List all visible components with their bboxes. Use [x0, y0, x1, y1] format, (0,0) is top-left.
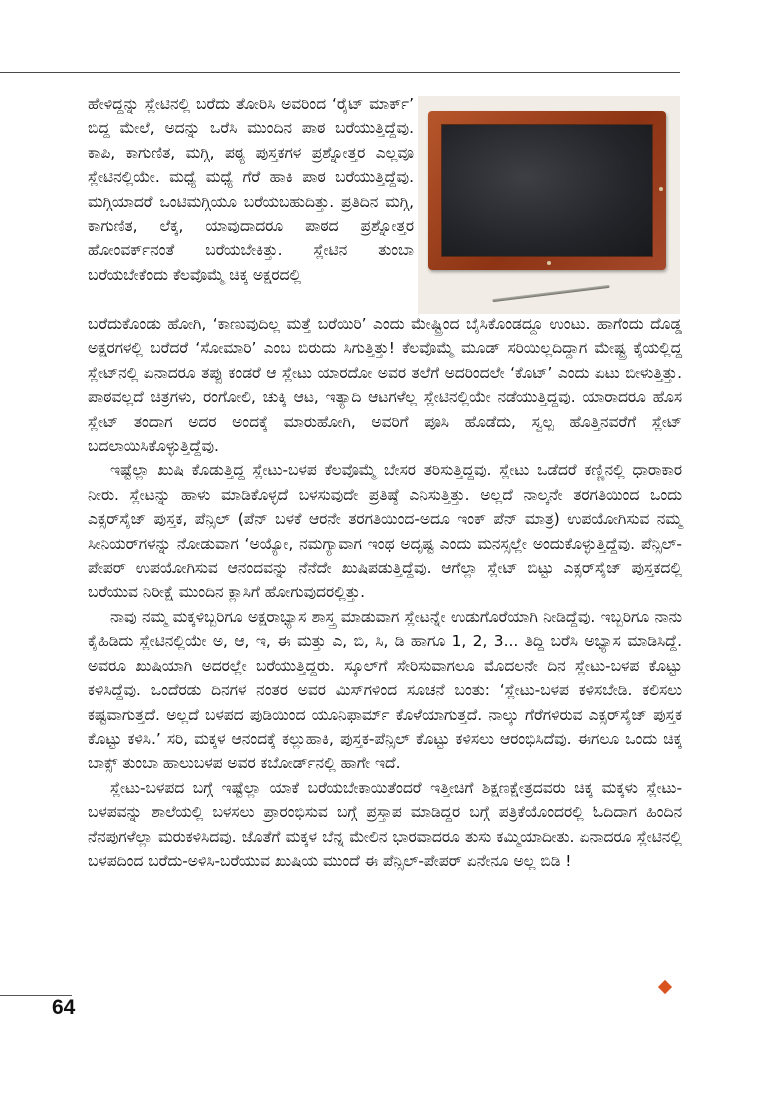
- article-body: [88, 312, 682, 873]
- slate-photo: [418, 96, 680, 314]
- slate-pencil-icon: [492, 285, 609, 302]
- page-number: 64: [52, 996, 76, 1019]
- paragraph-continuation: ಬರೆದುಕೊಂಡು ಹೋಗಿ, ‘ಕಾಣುವುದಿಲ್ಲ ಮತ್ತೆ ಬರೆಯಿರಿ’ ಎಂದು ಮೇಷ್ಟ್ರಿಂದ ಬೈಸಿಕೊಂಡದ್ದೂ ಉಂಟು. ಹಾಗೆಂದು ದೊಡ್ಡ ಅಕ್ಷರಗಳಲ್ಲಿ ಬರೆದರೆ ‘ಸೋಮಾರಿ’ ಎಂಬ ಬಿರುದು ಸಿಗುತ್ತಿತ್ತು! ಕೆಲವೊಮ್ಮೆ ಮೂಡ್ ಸರಿಯಿಲ್ಲದಿದ್ದಾಗ ಮೇಷ್ಟ್ರ ಕೈಯಲ್ಲಿದ್ದ ಸ್ಲೇಟ್‌ನಲ್ಲಿ ಏನಾದರೂ ತಪ್ಪು ಕಂಡರೆ ಆ ಸ್ಲೇಟು ಯಾರದೋ ಅವರ ತಲೆಗೆ ಅದರಿಂದಲೇ ‘ಕೊಟ್’ ಎಂದು ಏಟು ಬೀಳುತ್ತಿತ್ತು. ಪಾಠವಲ್ಲದೆ ಚಿತ್ರಗಳು, ರಂಗೋಲಿ, ಚುಕ್ಕಿ ಆಟ, ಇತ್ಯಾದಿ ಆಟಗಳೆಲ್ಲ ಸ್ಲೇಟಿನಲ್ಲಿಯೇ ನಡೆಯುತ್ತಿದ್ದವು. ಯಾರಾದರೂ ಹೊಸ ಸ್ಲೇಟ್ ತಂದಾಗ ಅದರ ಅಂದಕ್ಕೆ ಮಾರುಹೋಗಿ, ಅವರಿಗೆ ಪೂಸಿ ಹೊಡೆದು, ಸ್ವಲ್ಪ ಹೊತ್ತಿನವರೆಗೆ ಸ್ಲೇಟ್ ಬದಲಾಯಿಸಿಕೊಳ್ಳುತ್ತಿದ್ದೆವು.: [88, 315, 682, 456]
- paragraph-2: ಇಷ್ಟೆಲ್ಲಾ ಖುಷಿ ಕೊಡುತ್ತಿದ್ದ ಸ್ಲೇಟು-ಬಳಪ ಕೆಲವೊಮ್ಮೆ ಬೇಸರ ತರಿಸುತ್ತಿದ್ದವು. ಸ್ಲೇಟು ಒಡೆದರೆ ಕಣ್ಣಿನಲ್ಲಿ ಧಾರಾಕಾರ ನೀರು. ಸ್ಲೇಟನ್ನು ಹಾಳು ಮಾಡಿಕೊಳ್ಳದೆ ಬಳಸುವುದೇ ಪ್ರತಿಷ್ಠೆ ಎನಿಸುತ್ತಿತ್ತು. ಅಲ್ಲದೆ ನಾಲ್ಕನೇ ತರಗತಿಯಿಂದ ಒಂದು ಎಕ್ಸರ್‌ಸೈಜ್ ಪುಸ್ತಕ, ಪೆನ್ಸಿಲ್ (ಪೆನ್ ಬಳಕೆ ಆರನೇ ತರಗತಿಯಿಂದ-ಅದೂ ಇಂಕ್ ಪೆನ್ ಮಾತ್ರ) ಉಪಯೋಗಿಸುವ ನಮ್ಮ ಸೀನಿಯರ್‌ಗಳನ್ನು ನೋಡುವಾಗ ‘ಅಯ್ಯೋ, ನಮಗ್ಯಾವಾಗ ಇಂಥ ಅದೃಷ್ಟ ಎಂದು ಮನಸ್ಸಲ್ಲೇ ಅಂದುಕೊಳ್ಳುತ್ತಿದ್ದೆವು. ಪೆನ್ಸಿಲ್-ಪೇಪರ್ ಉಪಯೋಗಿಸುವ ಆನಂದವನ್ನು ನೆನೆದೇ ಖುಷಿಪಡುತ್ತಿದ್ದೆವು. ಆಗೆಲ್ಲಾ ಸ್ಲೇಟ್ ಬಿಟ್ಟು ಎಕ್ಸರ್‌ಸೈಜ್ ಪುಸ್ತಕದಲ್ಲಿ ಬರೆಯುವ ನಿರೀಕ್ಷೆ ಮುಂದಿನ ಕ್ಲಾಸಿಗೆ ಹೋಗುವುದರಲ್ಲಿತ್ತು.: [88, 461, 682, 602]
- paragraph-3: ನಾವು ನಮ್ಮ ಮಕ್ಕಳಿಬ್ಬರಿಗೂ ಅಕ್ಷರಾಭ್ಯಾಸ ಶಾಸ್ತ್ರ ಮಾಡುವಾಗ ಸ್ಲೇಟನ್ನೇ ಉಡುಗೊರೆಯಾಗಿ ನೀಡಿದ್ದೆವು. ಇಬ್ಬರಿಗೂ ನಾನು ಕೈಹಿಡಿದು ಸ್ಲೇಟಿನಲ್ಲಿಯೇ ಅ, ಆ, ಇ, ಈ ಮತ್ತು ಎ, ಬಿ, ಸಿ, ಡಿ ಹಾಗೂ 1, 2, 3... ತಿದ್ದಿ ಬರೆಸಿ ಅಭ್ಯಾಸ ಮಾಡಿಸಿದ್ದೆ. ಅವರೂ ಖುಷಿಯಾಗಿ ಅದರಲ್ಲೇ ಬರೆಯುತ್ತಿದ್ದರು. ಸ್ಕೂಲ್‌ಗೆ ಸೇರಿಸುವಾಗಲೂ ಮೊದಲನೇ ದಿನ ಸ್ಲೇಟು-ಬಳಪ ಕೊಟ್ಟು ಕಳಿಸಿದ್ದೆವು. ಒಂದೆರಡು ದಿನಗಳ ನಂತರ ಅವರ ಮಿಸ್‌ಗಳಿಂದ ಸೂಚನೆ ಬಂತು: ‘ಸ್ಲೇಟು-ಬಳಪ ಕಳಿಸಬೇಡಿ. ಕಲಿಸಲು ಕಷ್ಟವಾಗುತ್ತದೆ. ಅಲ್ಲದೆ ಬಳಪದ ಪುಡಿಯಿಂದ ಯೂನಿಫಾರ್ಮ್ ಕೊಳೆಯಾಗುತ್ತದೆ. ನಾಲ್ಕು ಗೆರೆಗಳಿರುವ ಎಕ್ಸರ್‌ಸೈಜ್ ಪುಸ್ತಕ ಕೊಟ್ಟು ಕಳಿಸಿ.’ ಸರಿ, ಮಕ್ಕಳ ಆನಂದಕ್ಕೆ ಕಲ್ಲುಹಾಕಿ, ಪುಸ್ತಕ-ಪೆನ್ಸಿಲ್ ಕೊಟ್ಟು ಕಳಿಸಲು ಆರಂಭಿಸಿದೆವು. ಈಗಲೂ ಒಂದು ಚಿಕ್ಕ ಬಾಕ್ಸ್ ತುಂಬಾ ಹಾಲುಬಳಪ ಅವರ ಕಬೋರ್ಡ್‌ನಲ್ಲಿ ಹಾಗೇ ಇದೆ.: [88, 607, 682, 773]
- header-rule: [0, 72, 680, 73]
- article-intro-paragraph: ಹೇಳಿದ್ದನ್ನು ಸ್ಲೇಟಿನಲ್ಲಿ ಬರೆದು ತೋರಿಸಿ ಅವರಿಂದ ‘ರೈಟ್ ಮಾರ್ಕ್’ ಬಿದ್ದ ಮೇಲೆ, ಅದನ್ನು ಒರೆಸಿ ಮುಂದಿನ ಪಾಠ ಬರೆಯುತ್ತಿದ್ದೆವು. ಕಾಪಿ, ಕಾಗುಣಿತ, ಮಗ್ಗಿ, ಪಠ್ಯ ಪುಸ್ತಕಗಳ ಪ್ರಶ್ನೋತ್ತರ ಎಲ್ಲವೂ ಸ್ಲೇಟಿನಲ್ಲಿಯೇ. ಮಧ್ಯೆ ಮಧ್ಯೆ ಗೆರೆ ಹಾಕಿ ಪಾಠ ಬರೆಯುತ್ತಿದ್ದೆವು. ಮಗ್ಗಿಯಾದರೆ ಒಂಟಿಮಗ್ಗಿಯೂ ಬರೆಯಬಹುದಿತ್ತು. ಪ್ರತಿದಿನ ಮಗ್ಗಿ, ಕಾಗುಣಿತ, ಲೆಕ್ಕ, ಯಾವುದಾದರೂ ಪಾಠದ ಪ್ರಶ್ನೋತ್ತರ ಹೋಂವರ್ಕ್‌ನಂತೆ ಬರೆಯಬೇಕಿತ್ತು. ಸ್ಲೇಟಿನ ತುಂಬಾ ಬರೆಯಬೇಕೆಂದು ಕೆಲವೊಮ್ಮೆ ಚಿಕ್ಕ ಅಕ್ಷರದಲ್ಲಿ: [88, 95, 414, 284]
- end-mark-diamond-icon: [658, 980, 672, 994]
- paragraph-4: ಸ್ಲೇಟು-ಬಳಪದ ಬಗ್ಗೆ ಇಷ್ಟೆಲ್ಲಾ ಯಾಕೆ ಬರೆಯಬೇಕಾಯಿತೆಂದರೆ ಇತ್ತೀಚಿಗೆ ಶಿಕ್ಷಣಕ್ಷೇತ್ರದವರು ಚಿಕ್ಕ ಮಕ್ಕಳು ಸ್ಲೇಟು-ಬಳಪವನ್ನು ಶಾಲೆಯಲ್ಲಿ ಬಳಸಲು ಪ್ರಾರಂಭಿಸುವ ಬಗ್ಗೆ ಪ್ರಸ್ತಾಪ ಮಾಡಿದ್ದರ ಬಗ್ಗೆ ಪತ್ರಿಕೆಯೊಂದರಲ್ಲಿ ಓದಿದಾಗ ಹಿಂದಿನ ನೆನಪುಗಳೆಲ್ಲಾ ಮರುಕಳಿಸಿದವು. ಜೊತೆಗೆ ಮಕ್ಕಳ ಬೆನ್ನ ಮೇಲಿನ ಭಾರವಾದರೂ ತುಸು ಕಮ್ಮಿಯಾದೀತು. ಏನಾದರೂ ಸ್ಲೇಟಿನಲ್ಲಿ ಬಳಪದಿಂದ ಬರೆದು-ಅಳಿಸಿ-ಬರೆಯುವ ಖುಷಿಯ ಮುಂದೆ ಈ ಪೆನ್ಸಿಲ್-ಪೇಪರ್ ಏನೇನೂ ಅಲ್ಲ ಬಿಡಿ !: [88, 778, 682, 870]
- frame-nail-icon: [659, 187, 663, 191]
- frame-nail-icon: [547, 261, 551, 265]
- slate-blackboard-surface: [441, 124, 653, 257]
- slate-wooden-frame: [428, 111, 666, 270]
